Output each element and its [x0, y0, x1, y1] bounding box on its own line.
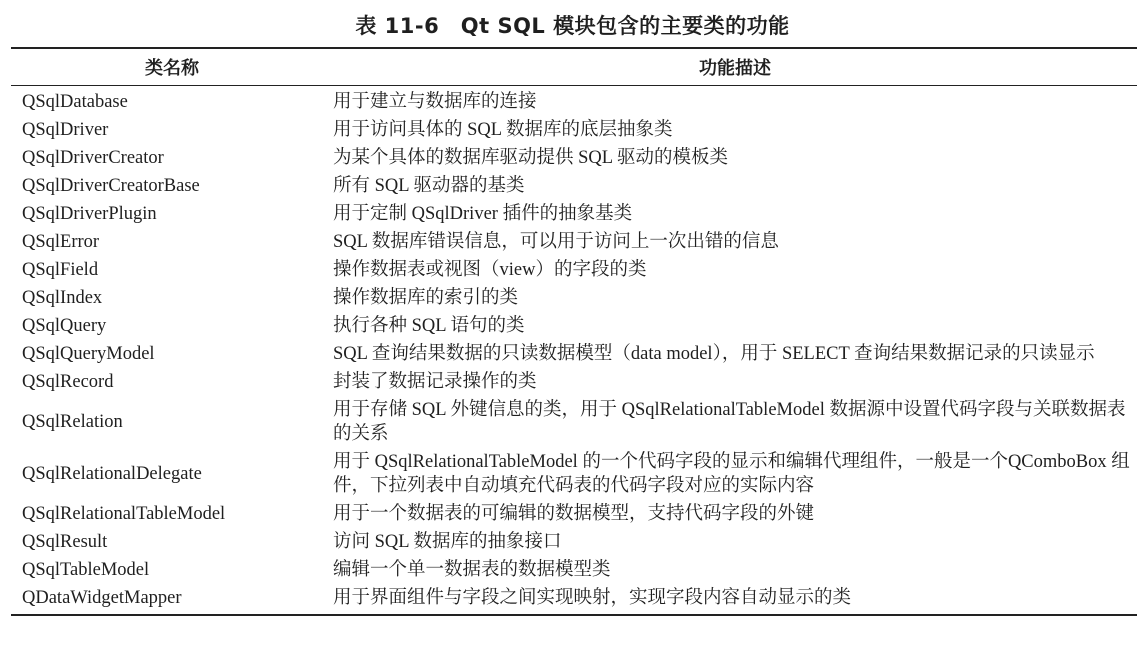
class-name-cell: QSqlDriverCreator — [22, 148, 164, 168]
class-name-cell: QSqlDriverCreatorBase — [22, 176, 200, 196]
header-row — [11, 48, 1137, 86]
description-cell: 执行各种 SQL 语句的类 — [333, 316, 525, 336]
header-description: 功能描述 — [699, 58, 771, 79]
description-cell: 用于定制 QSqlDriver 插件的抽象基类 — [333, 204, 633, 224]
description-cell: 为某个具体的数据库驱动提供 SQL 驱动的模板类 — [333, 148, 729, 168]
description-cell: SQL 查询结果数据的只读数据模型（data model），用于 SELECT 查询结果数据记录的只读显示 — [333, 344, 1095, 364]
class-name-cell: QSqlRelationalDelegate — [22, 464, 202, 484]
class-name-cell: QSqlDatabase — [22, 92, 128, 112]
class-name-cell: QSqlQueryModel — [22, 344, 155, 364]
table-row — [11, 172, 1137, 200]
class-name-cell: QSqlResult — [22, 532, 108, 552]
table-row — [11, 368, 1137, 396]
table-row — [11, 284, 1137, 312]
table-row — [11, 584, 1137, 615]
description-cell: 封装了数据记录操作的类 — [333, 372, 537, 392]
table-row — [11, 528, 1137, 556]
table-row — [11, 500, 1137, 528]
description-cell: 用于界面组件与字段之间实现映射，实现字段内容自动显示的类 — [333, 588, 852, 608]
class-name-cell: QSqlRecord — [22, 372, 114, 392]
class-name-cell: QSqlRelation — [22, 412, 123, 432]
description-cell: 操作数据库的索引的类 — [333, 288, 519, 308]
class-name-cell: QSqlField — [22, 260, 99, 280]
table-row — [11, 448, 1137, 500]
class-name-cell: QSqlRelationalTableModel — [22, 504, 226, 524]
description-cell: 操作数据表或视图（view）的字段的类 — [333, 260, 647, 280]
table-row — [11, 144, 1137, 172]
class-table — [11, 47, 1137, 616]
table-row — [11, 396, 1137, 448]
class-name-cell: QSqlQuery — [22, 316, 107, 336]
header-class-name: 类名称 — [145, 58, 199, 79]
table-row — [11, 256, 1137, 284]
description-cell: 所有 SQL 驱动器的基类 — [333, 176, 525, 196]
description-cell: 用于存储 SQL 外键信息的类，用于 QSqlRelationalTableModel 数据源中设置代码字段与关联数据表的关系 — [333, 400, 1126, 444]
description-cell: 用于建立与数据库的连接 — [333, 92, 537, 112]
table-row — [11, 556, 1137, 584]
class-name-cell: QSqlError — [22, 232, 100, 252]
description-cell: 用于访问具体的 SQL 数据库的底层抽象类 — [333, 120, 673, 140]
table-row — [11, 200, 1137, 228]
table-row — [11, 116, 1137, 144]
class-name-cell: QSqlDriver — [22, 120, 109, 140]
class-name-cell: QDataWidgetMapper — [22, 588, 182, 608]
qt-sql-classes-table — [11, 47, 1137, 616]
table-row — [11, 228, 1137, 256]
description-cell: SQL 数据库错误信息，可以用于访问上一次出错的信息 — [333, 232, 779, 252]
table-row — [11, 312, 1137, 340]
class-name-cell: QSqlIndex — [22, 288, 103, 308]
table-row — [11, 340, 1137, 368]
description-cell: 访问 SQL 数据库的抽象接口 — [333, 532, 562, 552]
description-cell: 用于 QSqlRelationalTableModel 的一个代码字段的显示和编辑代理组件，一般是一个QComboBox 组件，下拉列表中自动填充代码表的代码字段对应的实际内容 — [333, 452, 1130, 496]
table-caption: 表 11-6 Qt SQL 模块包含的主要类的功能 — [355, 14, 790, 38]
description-cell: 用于一个数据表的可编辑的数据模型，支持代码字段的外键 — [333, 504, 815, 524]
table-row — [11, 86, 1137, 117]
class-name-cell: QSqlTableModel — [22, 560, 150, 580]
description-cell: 编辑一个单一数据表的数据模型类 — [333, 560, 611, 580]
class-name-cell: QSqlDriverPlugin — [22, 204, 157, 224]
